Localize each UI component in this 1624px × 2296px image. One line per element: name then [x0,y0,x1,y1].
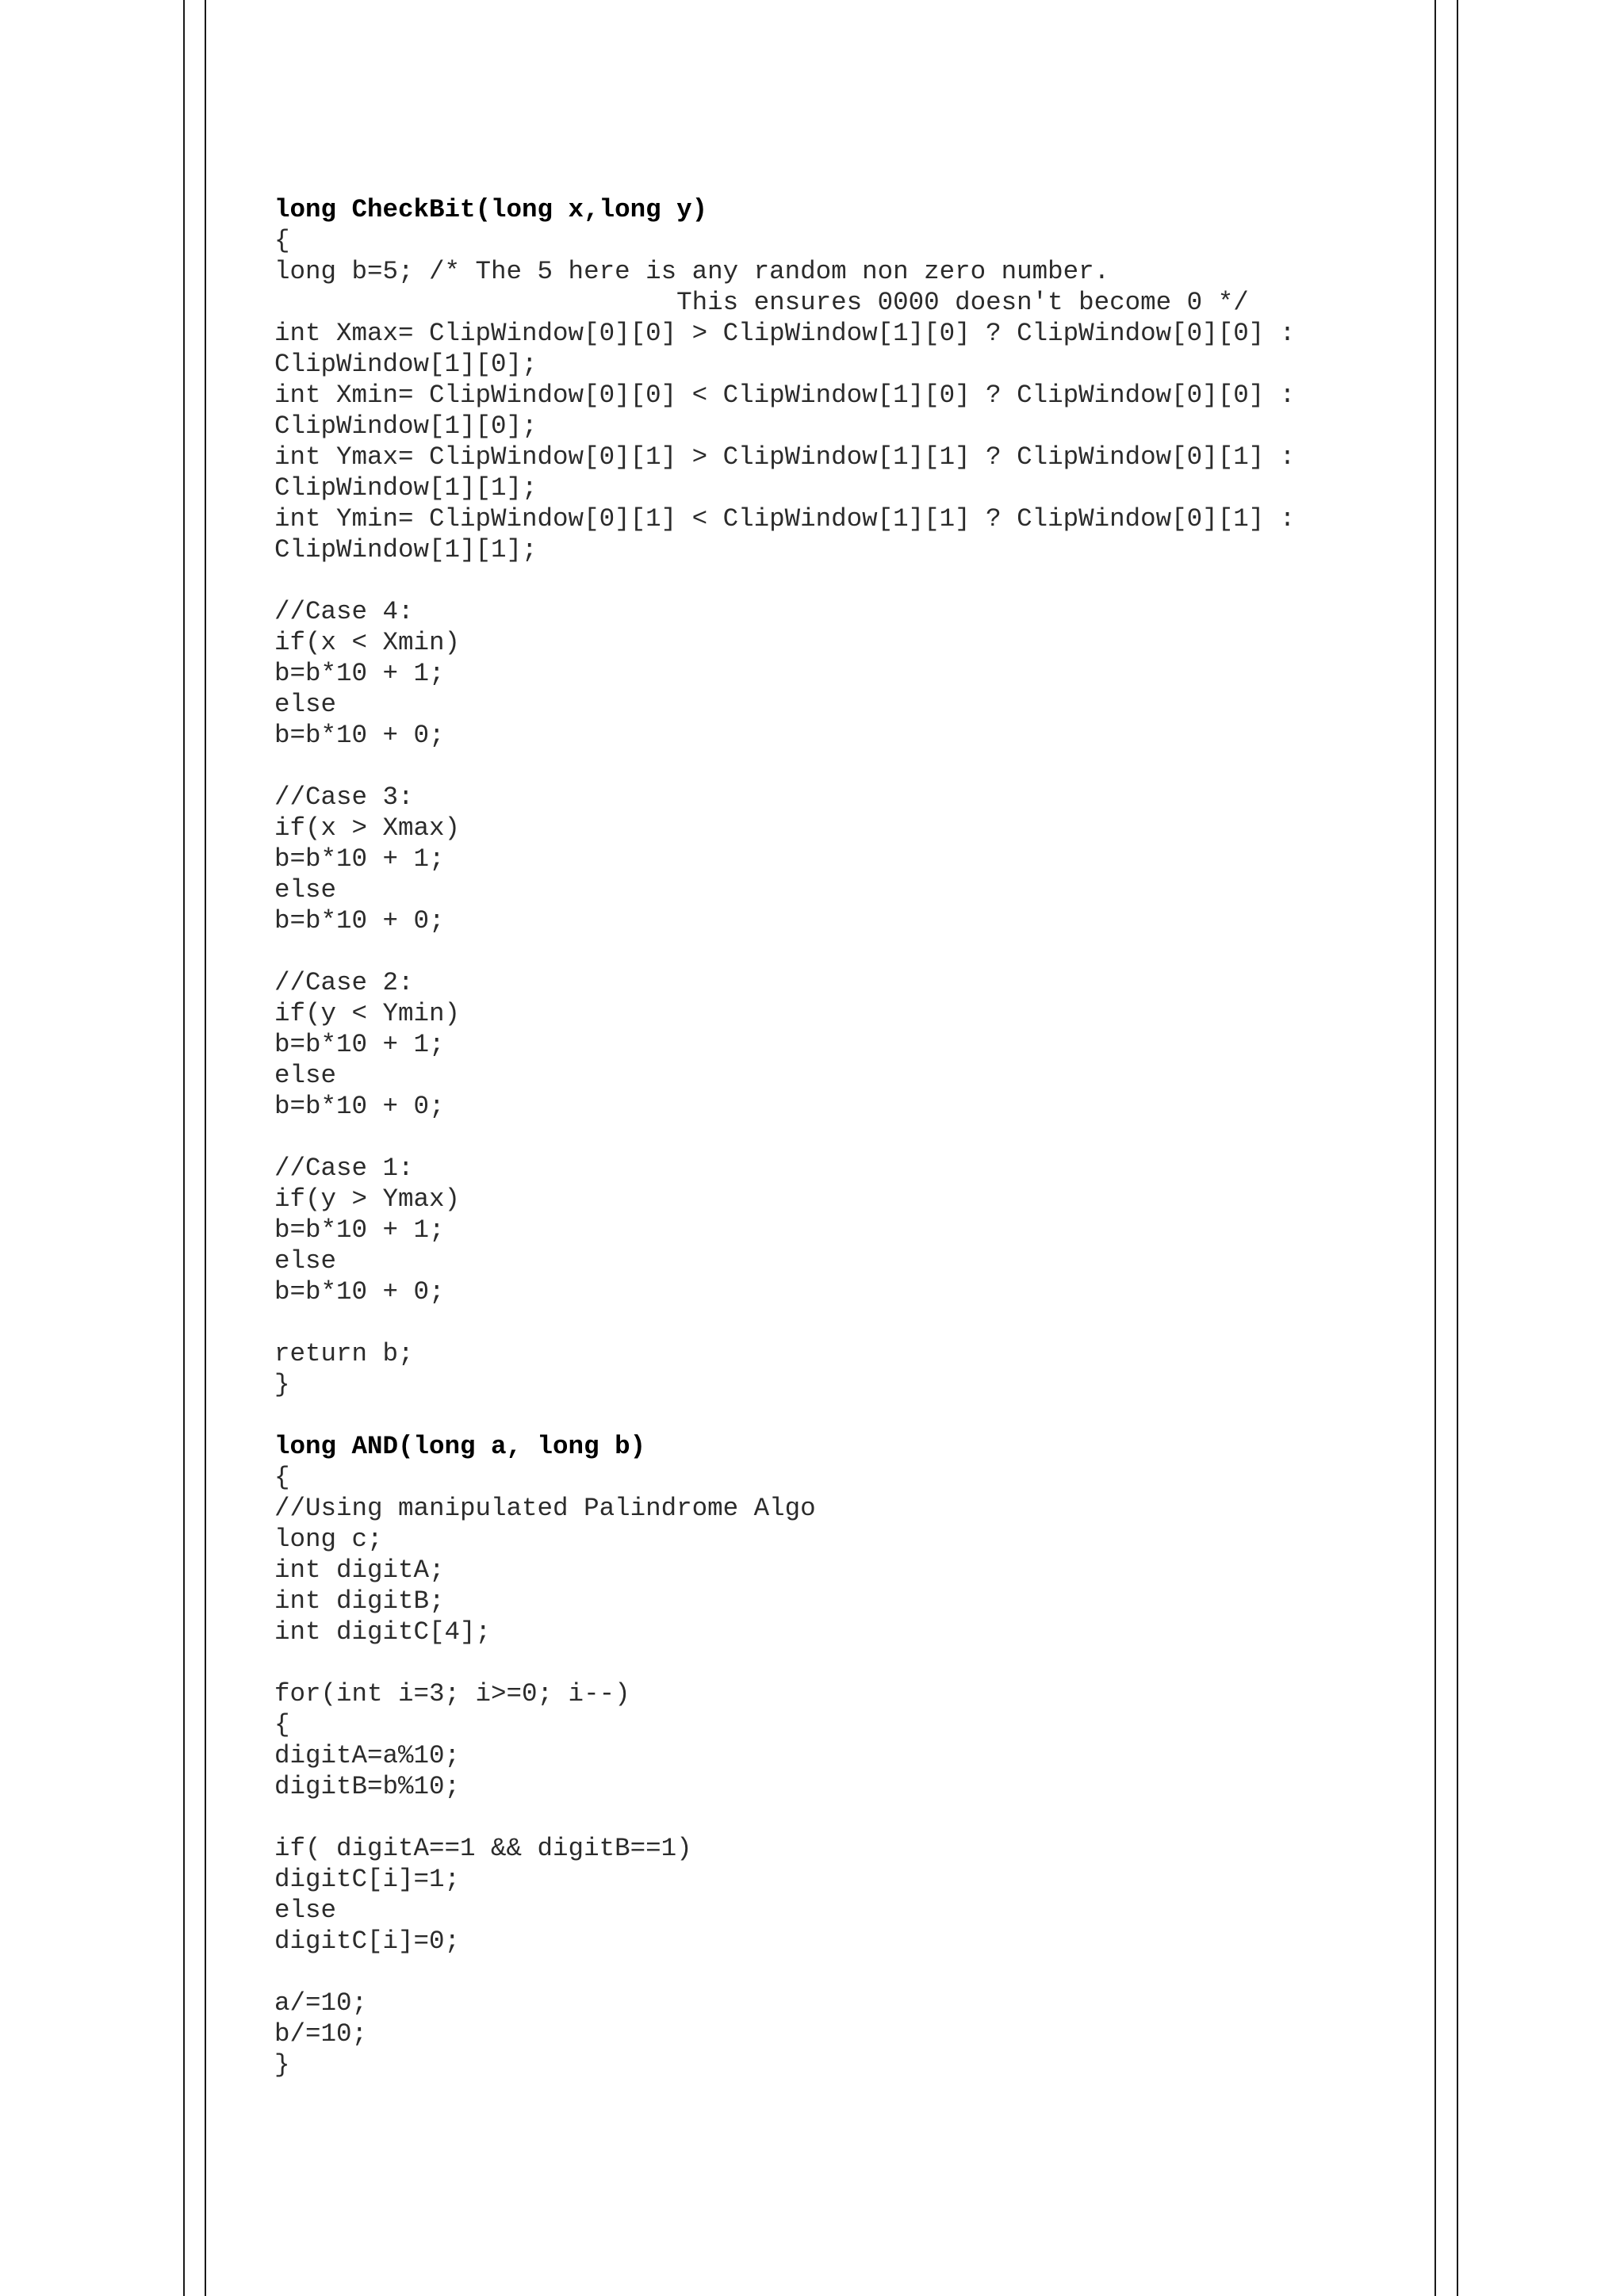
code-line [274,1400,1416,1431]
code-line [274,1802,1416,1833]
code-line [274,1647,1416,1678]
code-line: int digitC[4]; [274,1617,492,1647]
code-line: //Case 2: [274,968,414,997]
code-line: if(x < Xmin) [274,628,461,657]
code-line: b=b*10 + 1; [274,1215,445,1245]
code-line [274,936,1416,967]
code-line: long c; [274,1525,383,1554]
code-line: //Case 1: [274,1154,414,1183]
code-line: //Using manipulated Palindrome Algo [274,1494,816,1523]
function-signature: long AND(long a, long b) [274,1432,646,1461]
code-line: b=b*10 + 1; [274,844,445,874]
code-line: a/=10; [274,1988,368,2018]
page-border-left-outer [183,0,185,2296]
code-line: else [274,690,337,719]
code-line: int digitA; [274,1556,445,1585]
code-line: int Ymax= ClipWindow[0][1] > ClipWindow[1][1] ? ClipWindow[0][1] : [274,442,1296,472]
code-line: } [274,1370,290,1399]
code-line: if(y > Ymax) [274,1184,461,1214]
code-line: ClipWindow[1][1]; [274,473,538,503]
page-border-right-outer [1457,0,1458,2296]
code-line: { [274,1463,290,1492]
code-line: ClipWindow[1][0]; [274,411,538,441]
code-line: b=b*10 + 1; [274,659,445,688]
code-line: for(int i=3; i>=0; i--) [274,1679,630,1709]
code-line: else [274,1061,337,1090]
code-line: return b; [274,1339,414,1368]
code-line: if( digitA==1 && digitB==1) [274,1834,692,1863]
code-line: ClipWindow[1][1]; [274,535,538,564]
code-line: else [274,875,337,905]
code-line: if(x > Xmax) [274,813,461,843]
code-line: b=b*10 + 0; [274,906,445,936]
code-line: //Case 4: [274,597,414,626]
code-line: int Xmin= ClipWindow[0][0] < ClipWindow[1][0] ? ClipWindow[0][0] : [274,381,1296,410]
code-line: digitC[i]=1; [274,1865,461,1894]
code-line: if(y < Ymin) [274,999,461,1028]
code-line: digitA=a%10; [274,1741,461,1770]
code-line: ClipWindow[1][0]; [274,350,538,379]
page-border-right-inner [1434,0,1436,2296]
code-line [274,1122,1416,1153]
code-line: int Xmax= ClipWindow[0][0] > ClipWindow[1][0] ? ClipWindow[0][0] : [274,319,1296,348]
function-signature: long CheckBit(long x,long y) [274,195,708,224]
code-line: else [274,1246,337,1276]
code-line: b=b*10 + 0; [274,1092,445,1121]
code-line: } [274,2050,290,2080]
code-line: b=b*10 + 1; [274,1030,445,1059]
code-line [274,1957,1416,1988]
code-line: b=b*10 + 0; [274,1277,445,1307]
code-line: //Case 3: [274,783,414,812]
code-line: { [274,226,290,255]
page-border-left-inner [205,0,206,2296]
code-line: b/=10; [274,2019,368,2049]
code-line: int digitB; [274,1586,445,1616]
code-line: digitC[i]=0; [274,1927,461,1956]
code-line [274,565,1416,596]
code-line: This ensures 0000 doesn't become 0 */ [274,288,1249,317]
code-line: b=b*10 + 0; [274,721,445,750]
code-line: int Ymin= ClipWindow[0][1] < ClipWindow[1][1] ? ClipWindow[0][1] : [274,504,1296,534]
code-line: long b=5; /* The 5 here is any random non zero number. [274,257,1110,286]
code-line [274,1307,1416,1338]
code-line [274,751,1416,782]
code-listing [274,194,1416,2080]
code-line: else [274,1896,337,1925]
code-line: digitB=b%10; [274,1772,461,1801]
code-line: { [274,1710,290,1739]
